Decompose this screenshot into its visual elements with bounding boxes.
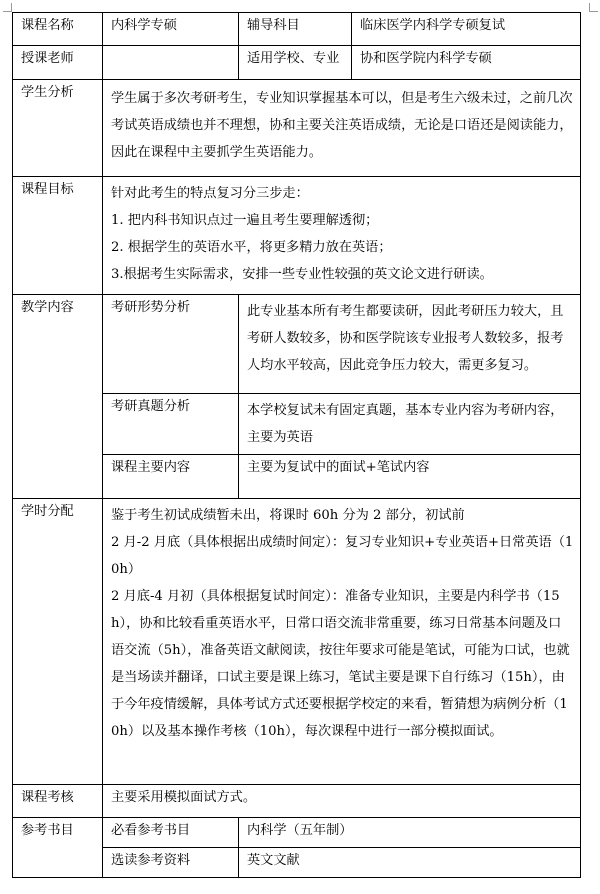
course-goal-step-1: 1. 把内科书知识点过一遍且考生要理解透彻； [111,213,379,228]
row-teacher [13,46,581,80]
student-analysis-paragraph: 学生属于多次考研考生，专业知识掌握基本可以，但是考生六级未过，之前几次考试英语成绩也并不理想，协和主要关注英语成绩，无论是口语还是阅读能力，因此在课程中主要抓学生英语能力。 [111,91,573,160]
page-corner-mark-left [3,3,12,12]
page-corner-mark-right [589,3,598,12]
assessment-text: 主要采用模拟面试方式。 [103,785,581,818]
teaching-content-label: 教学内容 [13,295,103,499]
assessment-label: 课程考核 [13,785,103,818]
teaching-content-item-text-2 [239,394,581,455]
course-goal-intro: 针对此考生的特点复习分三步走： [111,186,309,201]
course-goal-content [103,177,581,295]
course-goal-step-2: 2. 根据学生的英语水平，将更多精力放在英语； [111,240,392,255]
schedule-paragraph-2: 2 月-2 月底（具体根据出成绩时间定）：复习专业知识+专业英语+日常英语（10h） [111,535,574,577]
schedule-label: 学时分配 [13,499,103,785]
student-analysis-text [103,80,581,177]
reference-value-2: 英文文献 [239,848,581,878]
row-course-name [13,13,581,46]
course-plan-table [12,12,581,878]
teaching-content-item-name-2: 考研真题分析 [103,394,239,455]
school-label: 适用学校、专业 [239,46,352,80]
schedule-paragraph-1: 鉴于考生初试成绩暂未出，将课时 60h 分为 2 部分，初试前 [111,508,465,523]
teacher-value [103,46,239,80]
row-teaching-content-1 [13,295,581,394]
teaching-content-item-text-3: 主要为复试中的面试+笔试内容 [239,455,581,499]
row-references-1 [13,818,581,848]
teaching-content-item-text-1 [239,295,581,394]
teaching-content-paragraph-1: 此专业基本所有考生都要读研，因此考研压力较大，且考研人数较多，协和医学院该专业报考人数较多，报考人均水平较高，因此竞争压力较大，需更多复习。 [247,304,564,373]
teacher-label: 授课老师 [13,46,103,80]
student-analysis-label: 学生分析 [13,80,103,177]
reference-name-2: 选读参考资料 [103,848,239,878]
row-student-analysis [13,80,581,177]
row-assessment [13,785,581,818]
teaching-content-paragraph-2: 本学校复试未有固定真题，基本专业内容为考研内容，主要为英语 [247,403,564,445]
teaching-content-item-name-3: 课程主要内容 [103,455,239,499]
schedule-content [103,499,581,785]
course-name-label: 课程名称 [13,13,103,46]
school-value: 协和医学院内科学专硕 [352,46,581,80]
course-goal-label: 课程目标 [13,177,103,295]
course-name-value: 内科学专硕 [103,13,239,46]
teaching-content-item-name-1: 考研形势分析 [103,295,239,394]
row-schedule [13,499,581,785]
course-goal-step-3: 3.根据考生实际需求，安排一些专业性较强的英文论文进行研读。 [111,267,493,282]
subject-value: 临床医学内科学专硕复试 [352,13,581,46]
reference-value-1: 内科学（五年制） [239,818,581,848]
schedule-paragraph-3: 2 月底-4 月初（具体根据复试时间定）：准备专业知识，主要是内科学书（15h），协和比较看重英语水平，日常口语交流非常重要，练习日常基本问题及口语交流（5h），准备英语文献阅读，按往年要求可能是笔试，可能为口试，也就是当场读并翻译，口试主要是课上练习，笔试主要是课下自行练习（15h），由于今年疫情缓解，具体考试方式还要根据学校定的来看，暂猜想为病例分析（10h）以及基本操作考核（10h），每次课程中进行一部分模拟面试。 [111,589,570,739]
reference-name-1: 必看参考书目 [103,818,239,848]
subject-label: 辅导科目 [239,13,352,46]
references-label: 参考书目 [13,818,103,878]
row-course-goal [13,177,581,295]
